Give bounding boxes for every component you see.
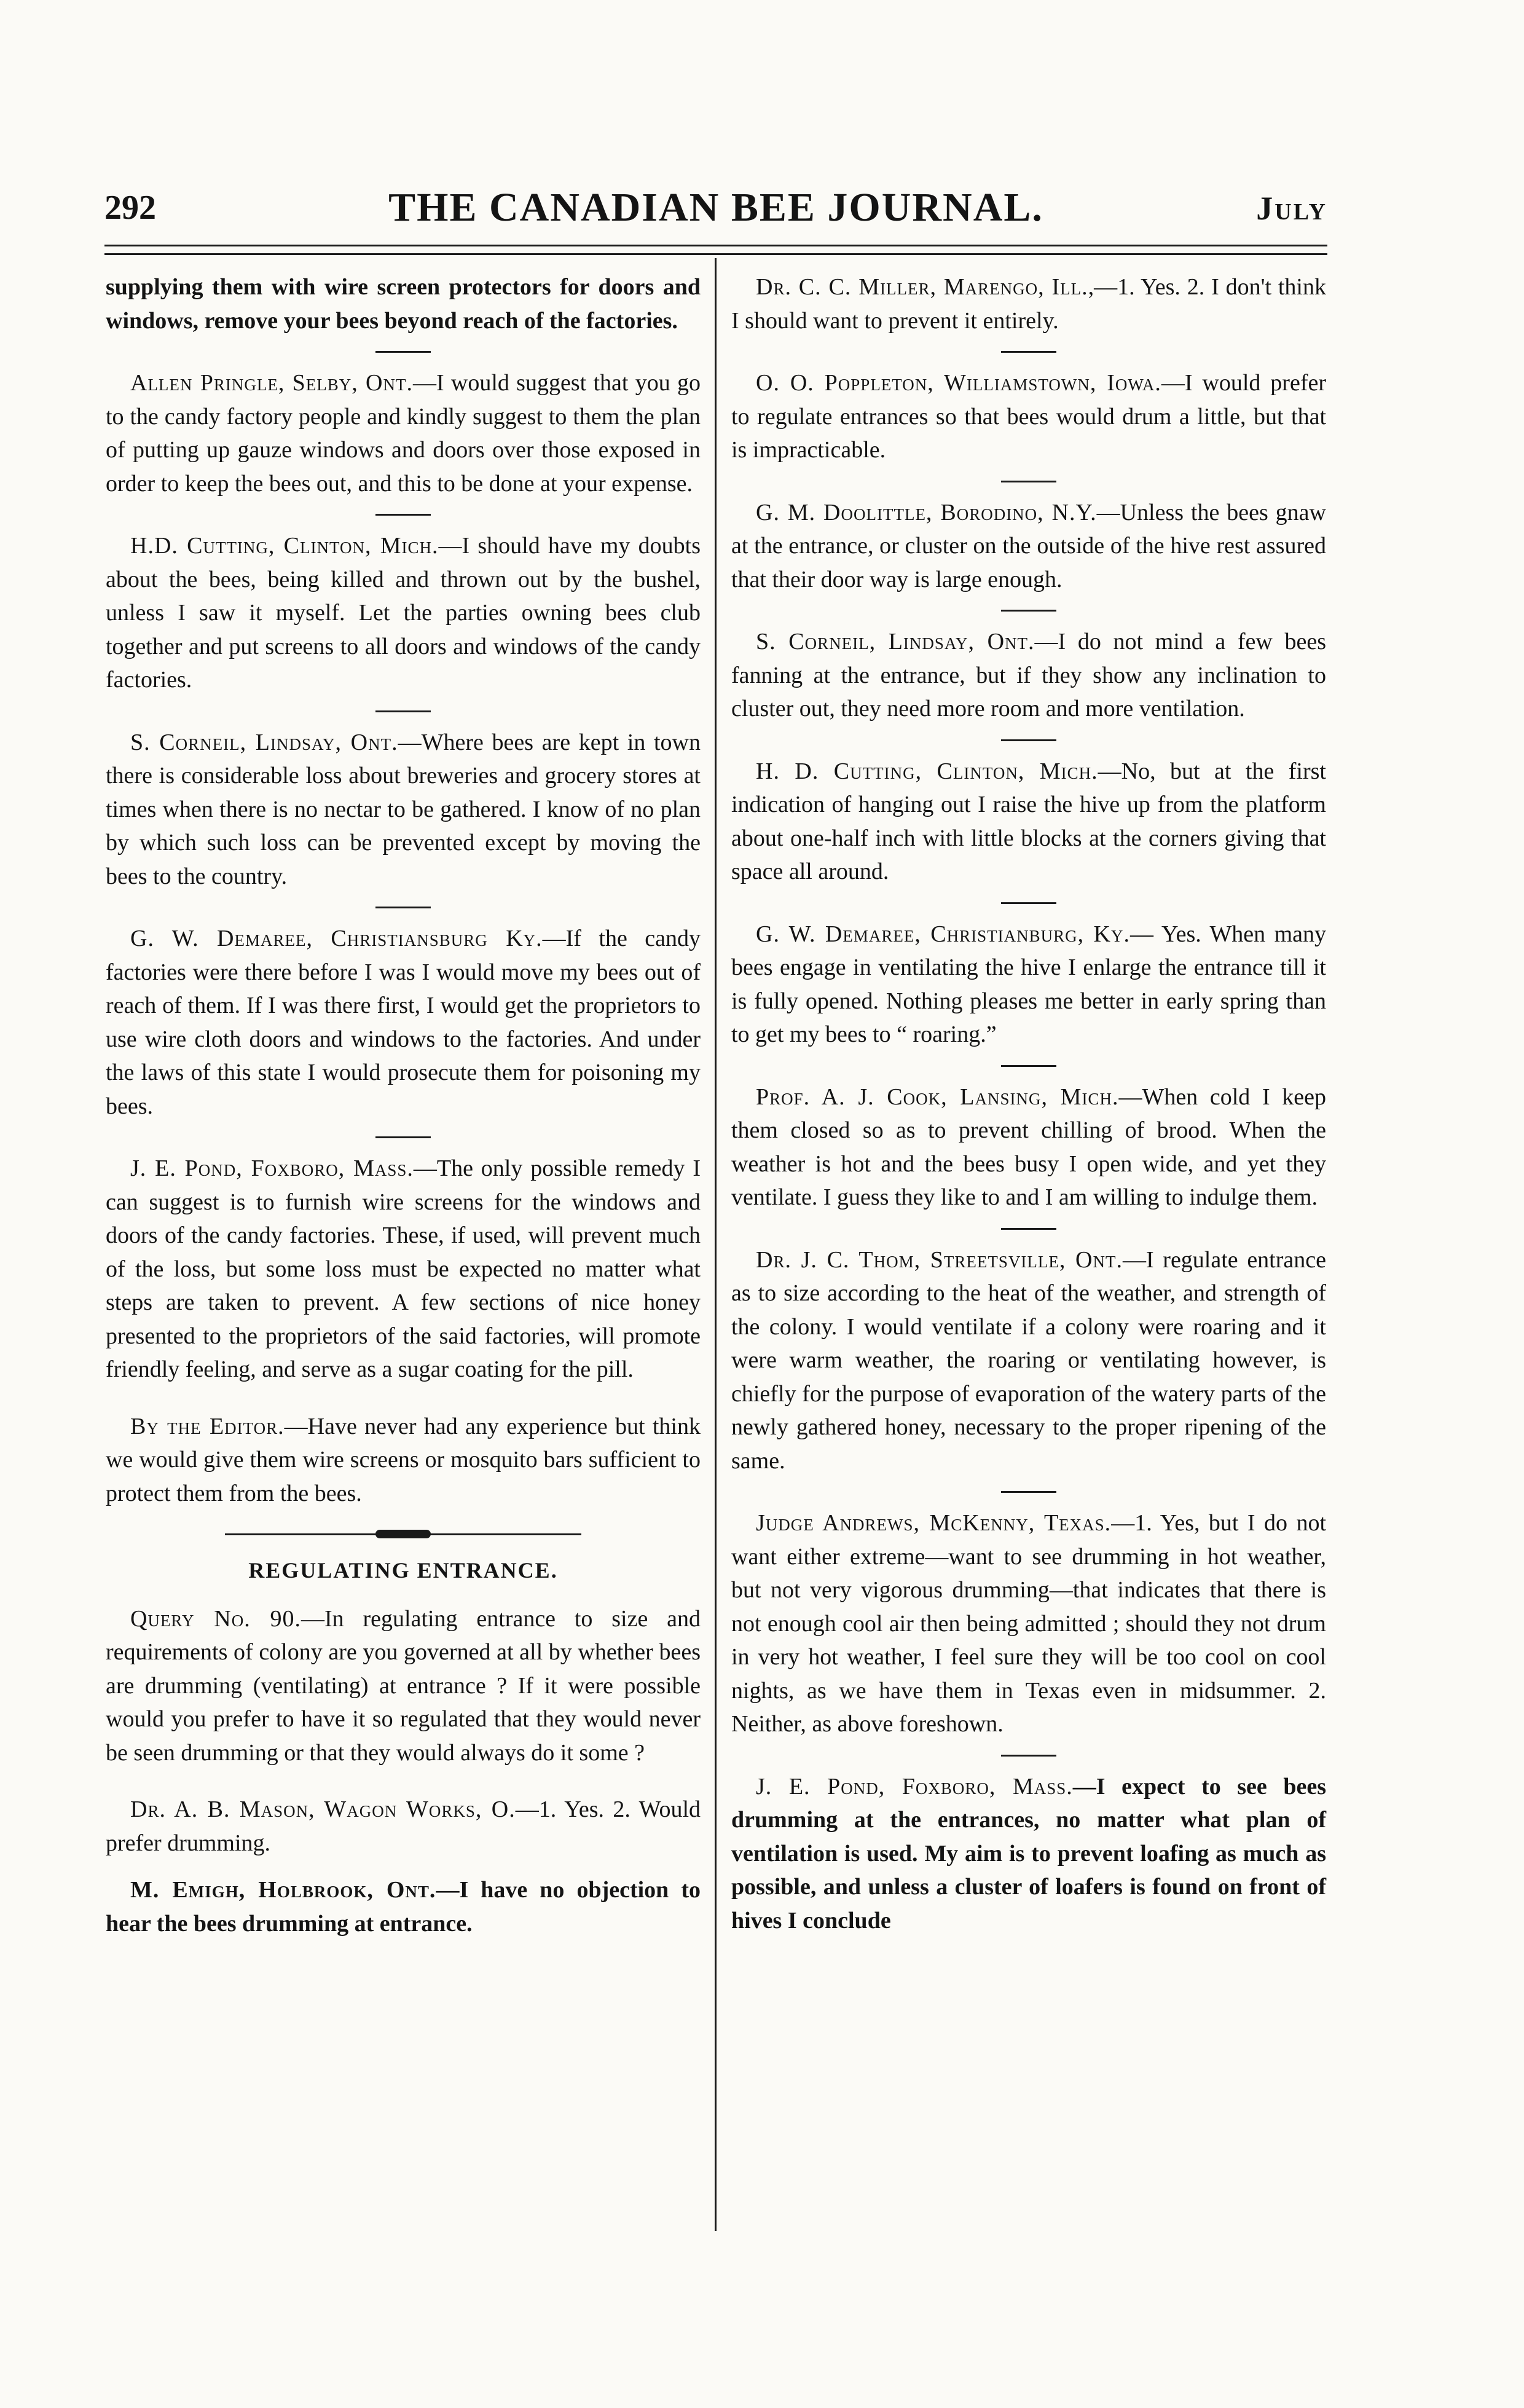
reply-paragraph bbox=[106, 1873, 701, 1940]
author-name: Allen Pringle, Selby, Ont. bbox=[130, 370, 413, 396]
reply-paragraph bbox=[106, 366, 701, 500]
separator bbox=[1001, 902, 1056, 904]
reply-paragraph bbox=[731, 625, 1326, 726]
issue-month: July bbox=[1256, 190, 1327, 227]
separator bbox=[375, 710, 431, 712]
author-name: Dr. J. C. Thom, Streetsville, Ont. bbox=[756, 1246, 1123, 1273]
reply-paragraph bbox=[731, 1243, 1326, 1478]
query-paragraph bbox=[106, 1602, 701, 1770]
reply-paragraph bbox=[731, 1506, 1326, 1741]
separator bbox=[1001, 1491, 1056, 1493]
reply-text: —I do not mind a few bees fanning at the entrance, but if they show any inclination to cluster out, they need more room and more ventilation. bbox=[731, 629, 1326, 722]
reply-text: — Yes. When many bees engage in ventilating the hive I enlarge the entrance till it is fully opened. Nothing pleases me better in early spring than to get my bees to “ roaring.” bbox=[731, 921, 1326, 1047]
author-name: O. O. Poppleton, Williamstown, Iowa. bbox=[756, 370, 1161, 396]
reply-text: —Where bees are kept in town there is considerable loss about breweries and grocery stores at times when there is no nectar to be gathered. I know of no plan by which such loss can be prevented except by moving the bees to the country. bbox=[106, 729, 701, 889]
author-name: Judge Andrews, McKenny, Texas. bbox=[756, 1510, 1112, 1536]
author-name: J. E. Pond, Foxboro, Mass. bbox=[756, 1773, 1073, 1800]
reply-text: —I regulate entrance as to size according to the heat of the weather, and strength of the colony. I would ventilate if a colony were roaring and it were warm weather, the roaring or ventilating however, is chiefly for the purpose of evaporation of the watery parts of the newly gathered honey, necessary to the proper ripening of the same. bbox=[731, 1246, 1326, 1474]
reply-text: —When cold I keep them closed so as to prevent chilling of brood. When the weather is hot and the bees busy I open wide, and yet they ventilate. I guess they like to and I am willing to indulge them. bbox=[731, 1084, 1326, 1210]
reply-paragraph bbox=[106, 529, 701, 697]
separator bbox=[375, 907, 431, 908]
author-name: H. D. Cutting, Clinton, Mich. bbox=[756, 758, 1098, 784]
reply-paragraph bbox=[731, 1080, 1326, 1214]
left-column bbox=[106, 270, 701, 1964]
reply-text: —I have no objection to hear the bees drumming at entrance. bbox=[106, 1877, 701, 1937]
right-column bbox=[731, 270, 1326, 1961]
reply-paragraph bbox=[106, 922, 701, 1123]
reply-paragraph bbox=[731, 918, 1326, 1052]
reply-paragraph bbox=[731, 270, 1326, 337]
reply-text: ,—1. Yes. 2. I don't think I should want to prevent it entirely. bbox=[731, 274, 1326, 334]
section-ornament bbox=[225, 1533, 581, 1535]
paragraph-continued: supplying them with wire screen protectors for doors and windows, remove your bees beyond reach of the factories. bbox=[106, 274, 701, 334]
reply-paragraph bbox=[106, 726, 701, 894]
separator bbox=[1001, 1755, 1056, 1757]
query-label: Query No. 90. bbox=[130, 1605, 302, 1632]
column-divider bbox=[715, 258, 717, 2231]
reply-text: —Unless the bees gnaw at the entrance, or cluster on the outside of the hive rest assured that their door way is large enough. bbox=[731, 499, 1326, 592]
separator bbox=[1001, 1228, 1056, 1230]
reply-paragraph bbox=[731, 755, 1326, 889]
separator bbox=[1001, 739, 1056, 741]
author-name: J. E. Pond, Foxboro, Mass. bbox=[130, 1155, 414, 1181]
reply-paragraph bbox=[731, 1770, 1326, 1938]
separator bbox=[375, 351, 431, 353]
reply-text: —The only possible remedy I can suggest is to furnish wire screens for the windows and doors of the candy factories. These, if used, will prevent much of the loss, but some loss must be expected no matter what steps are taken to prevent. A few sections of nice honey presented to the proprietors of the said factories, will promote friendly feeling, and serve as a sugar coating for the pill. bbox=[106, 1155, 701, 1382]
reply-text: —No, but at the first indication of hanging out I raise the hive up from the platform about one-half inch with little blocks at the corners giving that space all around. bbox=[731, 758, 1326, 884]
author-name: G. M. Doolittle, Borodino, N.Y. bbox=[756, 499, 1097, 525]
reply-paragraph bbox=[106, 1793, 701, 1860]
author-name: G. W. Demaree, Christianburg, Ky. bbox=[756, 921, 1130, 947]
page-number: 292 bbox=[104, 189, 156, 227]
reply-paragraph bbox=[106, 1152, 701, 1387]
separator bbox=[1001, 481, 1056, 482]
reply-text: —I expect to see bees drumming at the entrances, no matter what plan of ventilation is used. My aim is to prevent loafing as much as possible, and unless a cluster of loafers is found on front of hives I conclude bbox=[731, 1773, 1326, 1934]
author-name: By the Editor. bbox=[130, 1413, 285, 1439]
reply-paragraph bbox=[731, 496, 1326, 597]
reply-paragraph bbox=[731, 366, 1326, 467]
author-name: M. Emigh, Holbrook, Ont. bbox=[130, 1877, 436, 1903]
journal-title: THE CANADIAN BEE JOURNAL. bbox=[388, 185, 1043, 230]
author-name: S. Corneil, Lindsay, Ont. bbox=[756, 629, 1035, 655]
author-name: Prof. A. J. Cook, Lansing, Mich. bbox=[756, 1084, 1119, 1110]
section-heading: REGULATING ENTRANCE. bbox=[248, 1558, 558, 1583]
page-header bbox=[104, 184, 1327, 234]
separator bbox=[375, 1136, 431, 1138]
separator bbox=[1001, 610, 1056, 612]
separator bbox=[375, 514, 431, 516]
author-name: H.D. Cutting, Clinton, Mich. bbox=[130, 533, 439, 559]
header-rule-top bbox=[104, 245, 1327, 246]
author-name: Dr. C. C. Miller, Marengo, Ill. bbox=[756, 274, 1088, 300]
separator bbox=[1001, 351, 1056, 353]
reply-text: —I should have my doubts about the bees, being killed and thrown out by the bushel, unless I saw it myself. Let the parties owning bees club together and put screens to all doors and windows of the candy factories. bbox=[106, 533, 701, 693]
author-name: S. Corneil, Lindsay, Ont. bbox=[130, 729, 398, 755]
author-name: G. W. Demaree, Christiansburg Ky. bbox=[130, 926, 543, 951]
author-name: Dr. A. B. Mason, Wagon Works, O. bbox=[130, 1796, 516, 1822]
reply-text: —1. Yes. 2. Would prefer drumming. bbox=[106, 1796, 701, 1856]
separator bbox=[1001, 1065, 1056, 1067]
query-text: —In regulating entrance to size and requirements of colony are you governed at all by whether bees are drumming (ventilating) at entrance ? If it were possible would you prefer to have it so regulated that they would never be seen drumming or that they would always do it some ? bbox=[106, 1605, 701, 1766]
header-rule-bottom bbox=[104, 253, 1327, 255]
reply-text: —If the candy factories were there before I was I would move my bees out of reach of them. If I was there first, I would get the proprietors to use wire cloth doors and windows to the factories. And under the laws of this state I would prosecute them for poisoning my bees. bbox=[106, 926, 701, 1119]
reply-text: —I would prefer to regulate entrances so that bees would drum a little, but that is impracticable. bbox=[731, 370, 1326, 463]
reply-text: —Have never had any experience but think we would give them wire screens or mosquito bars sufficient to protect them from the bees. bbox=[106, 1413, 701, 1506]
editor-paragraph bbox=[106, 1410, 701, 1511]
reply-text: —I would suggest that you go to the candy factory people and kindly suggest to them the plan of putting up gauze windows and doors over those exposed in order to keep the bees out, and this to be done at your expense. bbox=[106, 370, 701, 497]
reply-text: —1. Yes, but I do not want either extreme—want to see drumming in hot weather, but not very vigorous drumming—that indicates that there is not enough cool air then being admitted ; should they not drum in very hot weather, I feel sure they will be too cool on cool nights, as we have them in Texas even in midsummer. 2. Neither, as above foreshown. bbox=[731, 1510, 1326, 1737]
